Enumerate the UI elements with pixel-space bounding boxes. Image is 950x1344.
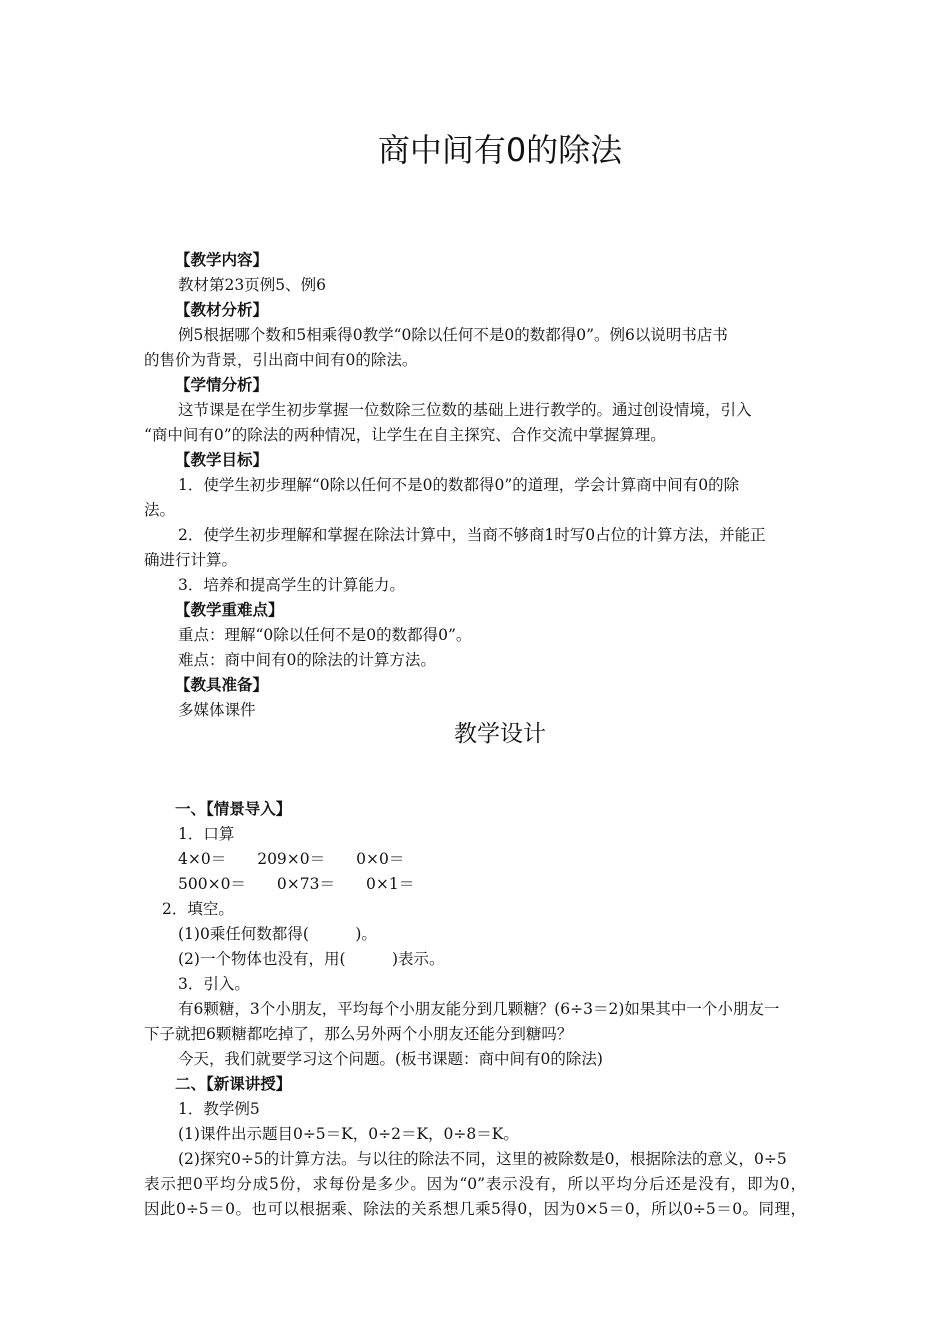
goal-2-line1: 2．使学生初步理解和掌握在除法计算中，当商不够商1时写0占位的计算方法，并能正 xyxy=(178,526,766,544)
paragraph-student-line2: “商中间有0”的除法的两种情况，让学生在自主探究、合作交流中掌握算理。 xyxy=(144,426,666,444)
goal-1-line1: 1．使学生初步理解“0除以任何不是0的数都得0”的道理，学会计算商中间有0的除 xyxy=(178,476,740,494)
item-lead-in: 3．引入。 xyxy=(178,975,250,993)
heading-student-analysis: 【学情分析】 xyxy=(175,376,269,394)
heading-teaching-tools: 【教具准备】 xyxy=(175,676,269,694)
fill-blank-2: (2)一个物体也没有，用( )表示。 xyxy=(178,950,445,968)
oral-calc-row1: 4×0＝ 209×0＝ 0×0＝ xyxy=(178,850,405,868)
heading-material-analysis: 【教材分析】 xyxy=(175,301,269,319)
item-example-5: 1．教学例5 xyxy=(178,1100,260,1118)
heading-key-points: 【教学重难点】 xyxy=(175,601,284,619)
goal-2-line2: 确进行计算。 xyxy=(144,551,238,569)
goal-1-line2: 法。 xyxy=(144,501,176,519)
paragraph-analysis-line2: 的售价为背景，引出商中间有0的除法。 xyxy=(144,351,418,369)
document-title: 商中间有0的除法 xyxy=(377,131,623,169)
oral-calc-row2: 500×0＝ 0×73＝ 0×1＝ xyxy=(178,875,415,893)
fill-blank-1: (1)0乘任何数都得( )。 xyxy=(178,925,377,943)
key-point: 重点：理解“0除以任何不是0的数都得0”。 xyxy=(178,626,472,644)
heading-scenario-intro: 一、【情景导入】 xyxy=(175,800,292,818)
heading-teaching-content: 【教学内容】 xyxy=(175,251,269,269)
lead-in-line1: 有6颗糖，3个小朋友，平均每个小朋友能分到几颗糖？(6÷3＝2)如果其中一个小朋友一 xyxy=(178,1000,780,1018)
example-5-step2-line3: 因此0÷5＝0。也可以根据乘、除法的关系想几乘5得0，因为0×5＝0，所以0÷5＝0。同理， xyxy=(144,1200,806,1218)
heading-new-lesson: 二、【新课讲授】 xyxy=(175,1075,292,1093)
difficult-point: 难点：商中间有0的除法的计算方法。 xyxy=(178,651,436,669)
paragraph-analysis-line1: 例5根据哪个数和5相乘得0教学“0除以任何不是0的数都得0”。例6以说明书店书 xyxy=(178,326,728,344)
item-fill-blank: 2．填空。 xyxy=(162,900,234,918)
lead-in-line3: 今天，我们就要学习这个问题。(板书课题：商中间有0的除法) xyxy=(178,1050,603,1068)
paragraph-content: 教材第23页例5、例6 xyxy=(178,276,326,294)
example-5-step2-line2: 表示把0平均分成5份，求每份是多少。因为“0”表示没有，所以平均分后还是没有，即为0， xyxy=(144,1175,806,1193)
paragraph-student-line1: 这节课是在学生初步掌握一位数除三位数的基础上进行教学的。通过创设情境，引入 xyxy=(178,401,752,419)
section-title-teaching-design: 教学设计 xyxy=(454,721,546,747)
goal-3: 3．培养和提高学生的计算能力。 xyxy=(178,576,405,594)
example-5-step1: (1)课件出示题目0÷5＝K，0÷2＝K，0÷8＝K。 xyxy=(178,1125,519,1143)
paragraph-tools: 多媒体课件 xyxy=(178,701,256,719)
example-5-step2-line1: (2)探究0÷5的计算方法。与以往的除法不同，这里的被除数是0，根据除法的意义，0÷5 xyxy=(178,1150,787,1168)
lead-in-line2: 下子就把6颗糖都吃掉了，那么另外两个小朋友还能分到糖吗？ xyxy=(144,1025,573,1043)
item-oral-calc: 1．口算 xyxy=(178,825,235,843)
heading-teaching-goals: 【教学目标】 xyxy=(175,451,269,469)
